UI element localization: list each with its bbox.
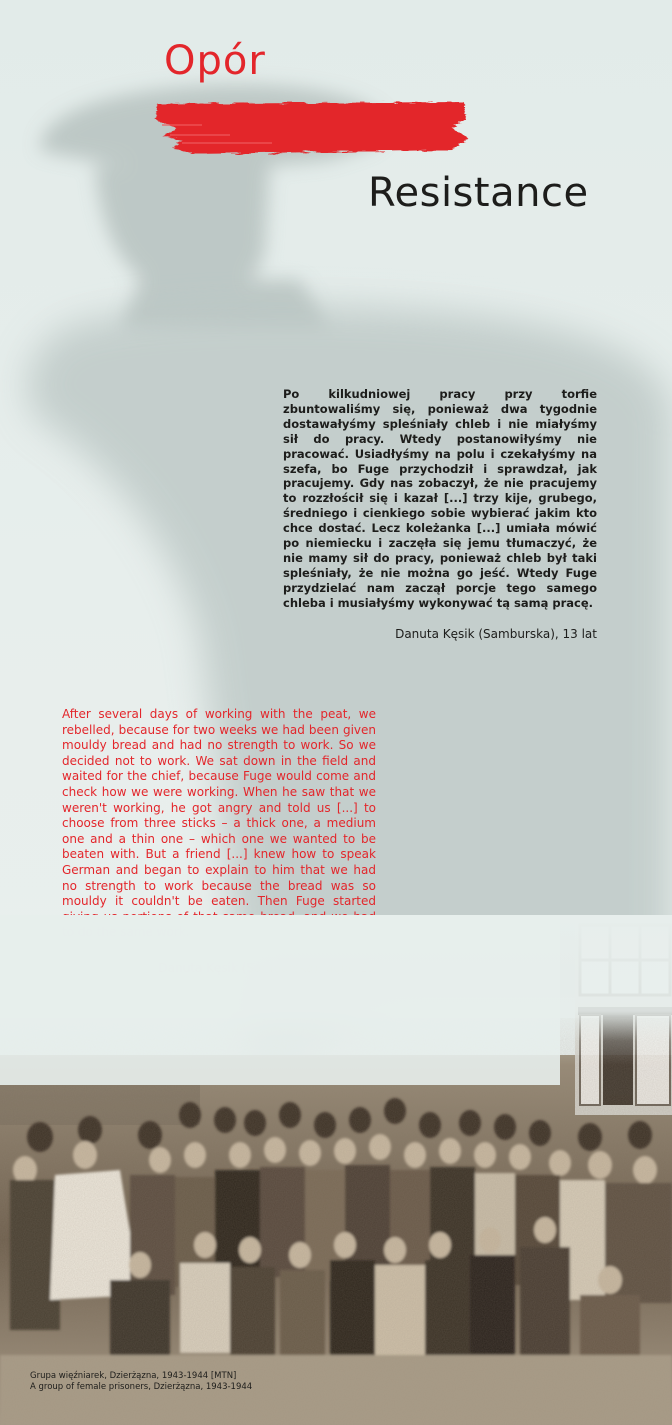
caption-polish: Grupa więźniarek, Dzierżązna, 1943-1944 [MTN] [30,1371,237,1381]
title-polish: Opór [164,38,266,84]
testimony-polish: Po kilkudniowej pracy przy torfie zbuntowaliśmy się, ponieważ dwa tygodnie dostawałyśmy spleśniały chleb i nie miałyśmy sił do pracy. Wtedy postanowiłyśmy nie pracować. Usiadłyśmy na polu i czekałyśmy na szefa, bo Fuge przychodził i sprawdzał, jak pracujemy. Gdy nas zobaczył, że nie pracujemy to rozzłościł się i kazał [...] trzy kije, grubego, średniego i cienkiego sobie wybierać jakim kto chce dostać. Lecz koleżanka [...] umiała mówić po niemiecku i zaczęła się jemu tłumaczyć, że nie mamy sił do pracy, ponieważ chleb był taki spleśniały, że nie można go jeść. Wtedy Fuge przydzielać nam zaczął porcje tego samego chleba i musiałyśmy wykonywać tą samą pracę. [283,387,597,610]
photo-caption [30,1371,252,1393]
author-polish: Danuta Kęsik (Samburska), 13 lat [395,627,597,641]
title-english: Resistance [368,170,589,216]
group-photo [0,915,672,1425]
testimony-english: After several days of working with the peat, we rebelled, because for two weeks we had been given mouldy bread and had no strength to work. So we decided not to work. We sat down in the field and waited for the chief, because Fuge would come and check how we were working. When he saw that we weren't working, he got angry and told us [...] to choose from three sticks – a thick one, a medium one and a thin one – which one we wanted to be beaten with. But a friend [...] knew how to speak German and began to explain to him that we had no strength to work because the bread was so mouldy it couldn't be eaten. Then Fuge started [62,707,376,909]
red-brush-stroke [152,98,470,158]
caption-english: A group of female prisoners, Dzierżązna, 1943-1944 [30,1382,253,1392]
